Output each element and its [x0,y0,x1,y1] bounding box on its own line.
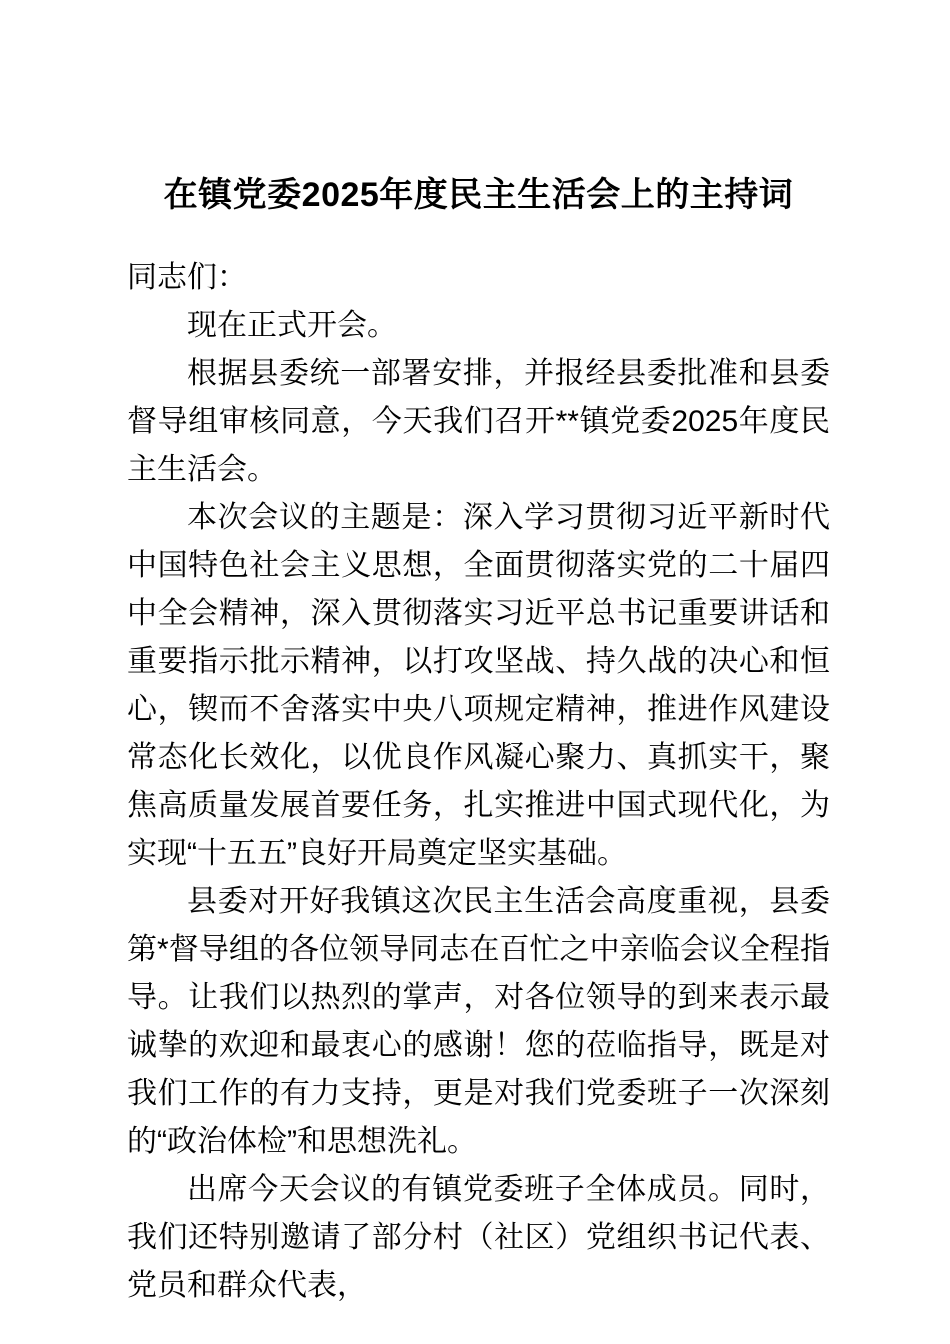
salutation: 同志们： [127,261,247,294]
page-title: 在镇党委2025年度民主生活会上的主持词 [163,176,794,214]
paragraph-2: 根据县委统一部署安排，并报经县委批准和县委督导组审核同意，今天我们召开**镇党委2025年度民主生活会。 [127,357,830,486]
document-text-column [127,0,830,1310]
paragraph-4: 县委对开好我镇这次民主生活会高度重视，县委第*督导组的各位领导同志在百忙之中亲临会议全程指导。让我们以热烈的掌声，对各位领导的到来表示最诚挚的欢迎和最衷心的感谢！您的莅临指导，既是对我们工作的有力支持，更是对我们党委班子一次深刻的“政治体检”和思想洗礼。 [127,885,830,1158]
paragraph-5: 出席今天会议的有镇党委班子全体成员。同时，我们还特别邀请了部分村（社区）党组织书记代表、党员和群众代表， [127,1173,830,1302]
paragraph-1: 现在正式开会。 [187,309,397,342]
paragraph-3: 本次会议的主题是：深入学习贯彻习近平新时代中国特色社会主义思想，全面贯彻落实党的二十届四中全会精神，深入贯彻落实习近平总书记重要讲话和重要指示批示精神，以打攻坚战、持久战的决心和恒心，锲而不舍落实中央八项规定精神，推进作风建设常态化长效化，以优良作风凝心聚力、真抓实干，聚焦高质量发展首要任务，扎实推进中国式现代化，为实现“十五五”良好开局奠定坚实基础。 [127,501,830,870]
